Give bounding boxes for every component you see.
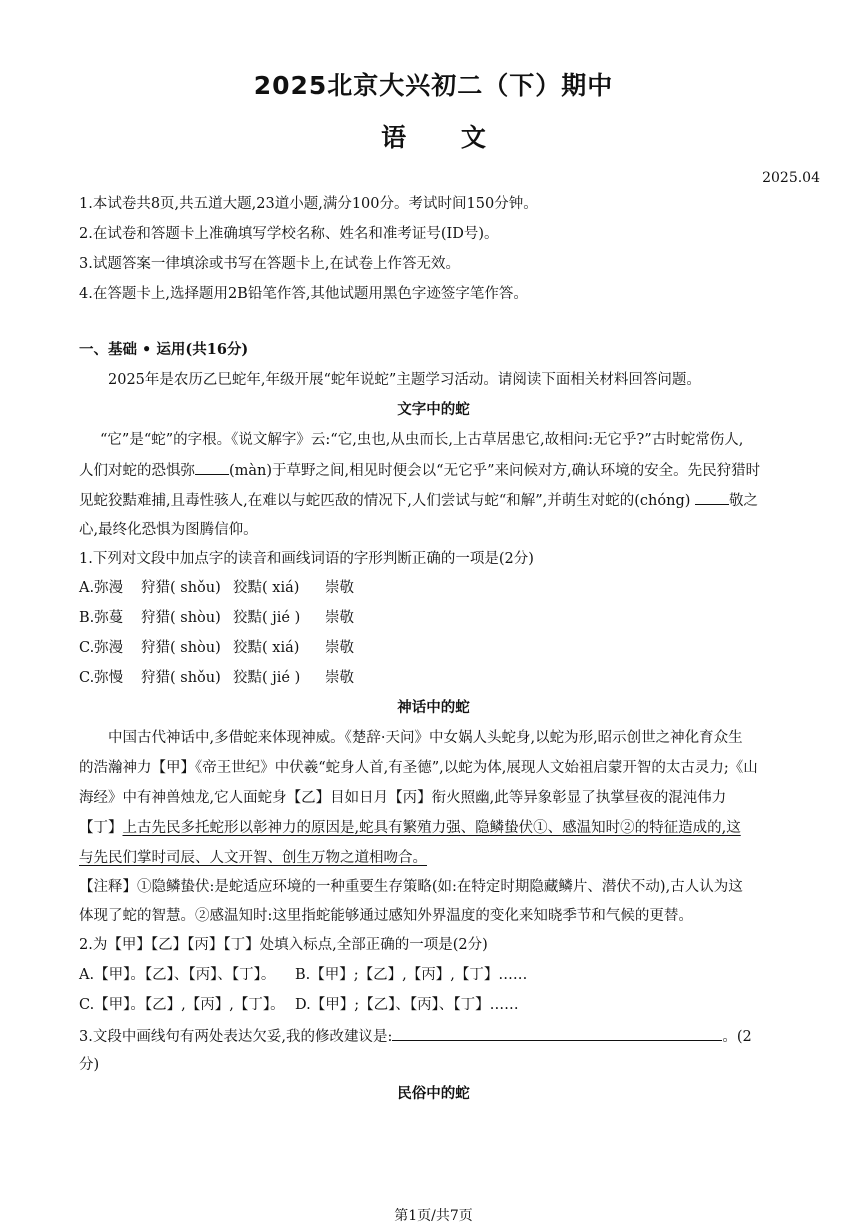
instruction-2: 2.在试卷和答题卡上准确填写学校名称、姓名和准考证号(ID号)。: [79, 226, 499, 242]
option-word: 狩猎( shǒu): [141, 670, 221, 686]
answer-blank: [392, 1026, 722, 1041]
question-1-stem: 1.下列对文段中加点字的读音和画线词语的字形判断正确的一项是(2分): [79, 551, 534, 567]
question-2-stem: 2.为【甲】【乙】【丙】【丁】处填入标点,全部正确的一项是(2分): [79, 937, 488, 953]
section-intro: 2025年是农历乙巳蛇年,年级开展“蛇年说蛇”主题学习活动。请阅读下面相关材料回答问题。: [108, 372, 701, 388]
text-span: 【丁】: [79, 820, 123, 836]
option-word: A.弥漫: [79, 580, 124, 596]
passage1-line: [79, 490, 791, 511]
passage2-line: [79, 848, 791, 868]
text-span: 见蛇狡黠难捕,且毒性骇人,在难以与蛇匹敌的情况下,人们尝试与蛇“和解”,并萌生对蛇的(chóng): [79, 493, 691, 509]
page-number: 第1页/共7页: [394, 1208, 473, 1224]
question-1-option: [79, 668, 791, 688]
option-word: 狩猎( shòu): [141, 610, 221, 626]
text-span: (màn)于草野之间,相见时便会以“无它乎”来问候对方,确认环境的安全。先民狩猎时: [229, 463, 761, 479]
question-2-options: [79, 995, 791, 1015]
notes-line: 体现了蛇的智慧。②感温知时:这里指蛇能够通过感知外界温度的变化来知晓季节和气候的更替。: [79, 908, 693, 924]
option-word: 崇敬: [325, 640, 354, 656]
question-3-stem: [79, 1026, 791, 1047]
passage-heading-text: 神话中的蛇: [397, 699, 470, 716]
passage2-line: 的浩瀚神力【甲】《帝王世纪》中伏羲“蛇身人首,有圣德”,以蛇为体,展现人文始祖启蒙开智的太古灵力;《山: [79, 760, 758, 776]
notes-line: 【注释】①隐鳞蛰伏:是蛇适应环境的一种重要生存策略(如:在特定时期隐藏鳞片、潜伏不动),古人认为这: [79, 879, 743, 895]
question-3-tail: 分): [79, 1057, 100, 1073]
option-word: C.弥慢: [79, 670, 124, 686]
instruction-4: 4.在答题卡上,选择题用2B铅笔作答,其他试题用黑色字迹签字笔作答。: [79, 286, 528, 302]
question-1-option: [79, 638, 791, 658]
question-2-options: [79, 965, 791, 985]
exam-title: 2025北京大兴初二（下）期中: [253, 71, 614, 100]
option-word: 狡黠( jié ): [233, 670, 301, 686]
text-span: 3.文段中画线句有两处表达欠妥,我的修改建议是:: [79, 1029, 393, 1045]
section-heading: 一、基础 • 运用(共16分): [79, 341, 249, 358]
option-word: 狡黠( jié ): [233, 610, 301, 626]
option-word: 狡黠( xiá): [233, 580, 300, 596]
option-word: B.弥蔓: [79, 610, 124, 626]
passage-heading-text: 民俗中的蛇: [397, 1085, 470, 1102]
instruction-1: 1.本试卷共8页,共五道大题,23道小题,满分100分。考试时间150分钟。: [79, 196, 538, 212]
option-word: 狡黠( xiá): [233, 640, 300, 656]
option-word: 狩猎( shǒu): [141, 580, 221, 596]
option-word: C.弥漫: [79, 640, 124, 656]
passage-heading-text: 文字中的蛇: [397, 401, 470, 418]
option-word: 狩猎( shòu): [141, 640, 221, 656]
text-span: 。(2: [722, 1029, 752, 1045]
passage2-line: 中国古代神话中,多借蛇来体现神威。《楚辞·天问》中女娲人头蛇身,以蛇为形,昭示创世之神化育众生: [108, 730, 743, 746]
option-word: 崇敬: [325, 580, 354, 596]
option-d: D.【甲】;【乙】、【丙】、【丁】……: [295, 997, 519, 1013]
option-word: 崇敬: [325, 610, 354, 626]
fill-blank: [695, 490, 729, 505]
subject-title: 语 文: [381, 123, 486, 152]
option-b: B.【甲】;【乙】,【丙】,【丁】……: [295, 967, 528, 983]
text-span: 敬之: [729, 493, 758, 509]
instruction-3: 3.试题答案一律填涂或书写在答题卡上,在试卷上作答无效。: [79, 256, 460, 272]
passage2-line: [79, 818, 791, 838]
option-word: 崇敬: [325, 670, 354, 686]
option-c: C.【甲】。【乙】,【丙】,【丁】。: [79, 997, 285, 1013]
underlined-sentence: 上古先民多托蛇形以彰神力的原因是,蛇具有繁殖力强、隐鳞蛰伏①、感温知时②的特征造成的,这: [122, 820, 741, 836]
option-a: A.【甲】。【乙】、【丙】、【丁】。: [79, 967, 276, 983]
question-1-option: [79, 578, 791, 598]
question-1-option: [79, 608, 791, 628]
passage1-line: “它”是“蛇”的字根。《说文解字》云:“它,虫也,从虫而长,上古草居患它,故相问:无它乎?”古时蛇常伤人,: [100, 432, 744, 448]
text-span: 人们对蛇的恐惧弥: [79, 463, 195, 479]
passage1-line: [79, 460, 791, 481]
fill-blank: [195, 460, 229, 475]
exam-date: 2025.04: [762, 170, 820, 186]
passage2-line: 海经》中有神兽烛龙,它人面蛇身【乙】目如日月【丙】衔火照幽,此等异象彰显了执掌昼夜的混沌伟力: [79, 790, 727, 806]
passage1-line: 心,最终化恐惧为图腾信仰。: [79, 522, 258, 538]
underlined-sentence: 与先民们掌时司辰、人文开智、创生万物之道相吻合。: [79, 850, 427, 866]
